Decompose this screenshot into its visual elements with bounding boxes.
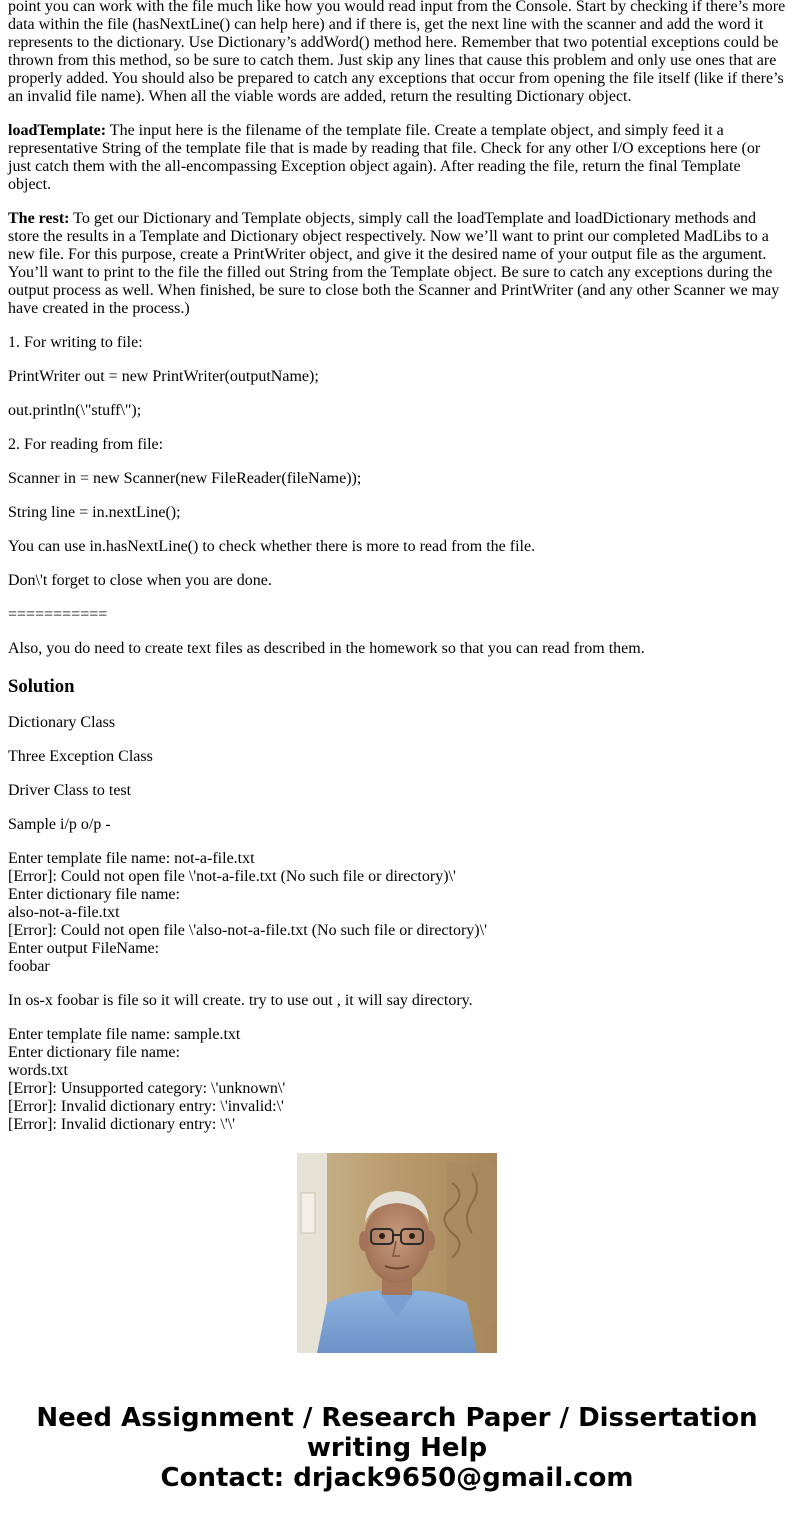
solution-item: Driver Class to test — [8, 782, 132, 799]
rest-paragraph — [8, 210, 786, 318]
rest-label: The rest: — [8, 210, 70, 227]
person-portrait-icon — [297, 1153, 497, 1353]
sample-output-line: [Error]: Could not open file \'not-a-file.txt (No such file or directory)\' — [8, 868, 456, 885]
has-next-note: You can use in.hasNextLine() to check whether there is more to read from the file. — [8, 538, 536, 555]
sample-output-line: Enter template file name: sample.txt — [8, 1026, 241, 1043]
sample-output-line: [Error]: Unsupported category: \'unknown\' — [8, 1080, 286, 1097]
author-avatar — [297, 1153, 497, 1353]
sample-output-line: [Error]: Invalid dictionary entry: \'invalid:\' — [8, 1098, 284, 1115]
solution-item: Three Exception Class — [8, 748, 153, 765]
sample-output-line: Enter template file name: not-a-file.txt — [8, 850, 255, 867]
sample-output-line: words.txt — [8, 1062, 68, 1079]
sample-output-line: [Error]: Could not open file \'also-not-a-file.txt (No such file or directory)\' — [8, 922, 487, 939]
sample-run-2 — [8, 1026, 786, 1134]
load-template-label: loadTemplate: — [8, 122, 107, 139]
solution-item: Sample i/p o/p - — [8, 816, 111, 833]
solution-item: Dictionary Class — [8, 714, 116, 731]
reading-heading: 2. For reading from file: — [8, 436, 164, 453]
writing-heading: 1. For writing to file: — [8, 334, 143, 351]
reading-code-line: String line = in.nextLine(); — [8, 504, 181, 521]
sample-output-line: Enter dictionary file name: — [8, 1044, 180, 1061]
load-template-text: The input here is the filename of the template file. Create a template object, and simply feed it a representative String of the template file that is made by reading that file. Check for any other I/O exceptions here (or just catch them with the all-encompassing Exception object again). After reading the file, return the final Template object. — [8, 122, 761, 193]
intro-paragraph: point you can work with the file much like how you would read input from the Console. Start by checking if there’s more data within the file (hasNextLine() can help here) and if there is, get the next line with the scanner and add the word it represents to the dictionary. Use Dictionary’s addWord() method here. Remember that two potential exceptions could be thrown from this method, so be sure to catch them. Just skip any lines that cause this problem and only use ones that are properly added. You should also be prepared to catch any exceptions that occur from opening the file itself (like if there’s an invalid file name). When all the viable words are added, return the resulting Dictionary object. — [8, 0, 786, 105]
separator-line: =========== — [8, 606, 108, 623]
banner-line: writing Help — [306, 1433, 488, 1463]
os-note: In os-x foobar is file so it will create. try to use out , it will say directory. — [8, 992, 473, 1009]
sample-run-1 — [8, 850, 786, 976]
sample-output-line: Enter output FileName: — [8, 940, 160, 957]
solution-heading: Solution — [8, 676, 75, 697]
load-template-paragraph — [8, 122, 786, 194]
sample-output-line: foobar — [8, 958, 50, 975]
contact-banner — [0, 1403, 794, 1493]
sample-output-line: [Error]: Invalid dictionary entry: \'\' — [8, 1116, 236, 1133]
close-note: Don\'t forget to close when you are done. — [8, 572, 272, 589]
reading-code-line: Scanner in = new Scanner(new FileReader(fileName)); — [8, 470, 362, 487]
writing-code-line: PrintWriter out = new PrintWriter(outputName); — [8, 368, 319, 385]
article-content — [8, 0, 786, 1133]
contact-email: Contact: drjack9650@gmail.com — [160, 1463, 634, 1493]
banner-line: Need Assignment / Research Paper / Dissertation — [36, 1403, 758, 1433]
rest-text: To get our Dictionary and Template objects, simply call the loadTemplate and loadDictionary methods and store the results in a Template and Dictionary object respectively. Now we’ll want to print our completed MadLibs to a new file. For this purpose, create a PrintWriter object, and give it the desired name of your output file as the argument. You’ll want to print to the file the filled out String from the Template object. Be sure to catch any exceptions during the output process as well. When finished, be sure to close both the Scanner and PrintWriter (and any other Scanner we may have created in the process.) — [8, 210, 780, 317]
sample-output-line: Enter dictionary file name: — [8, 886, 180, 903]
also-note: Also, you do need to create text files as described in the homework so that you can read from them. — [8, 640, 645, 657]
sample-output-line: also-not-a-file.txt — [8, 904, 120, 921]
writing-code-line: out.println(\"stuff\"); — [8, 402, 142, 419]
